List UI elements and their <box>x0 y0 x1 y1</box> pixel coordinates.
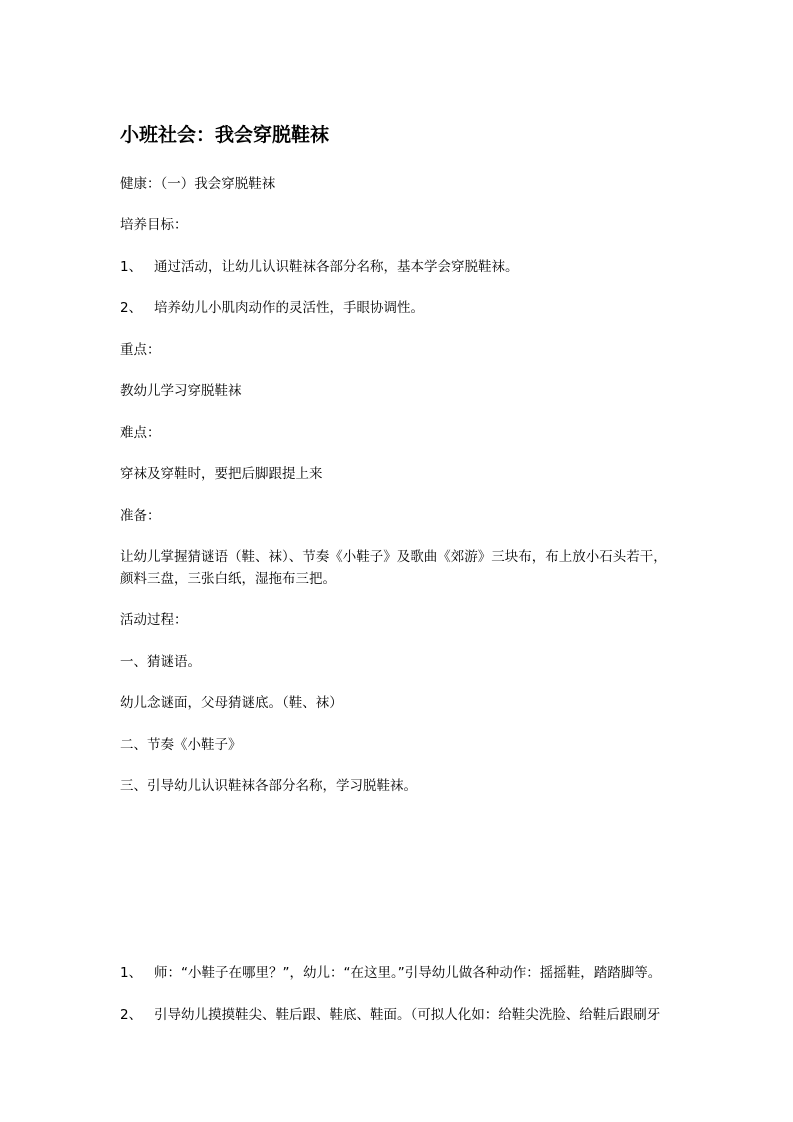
prep-line-2: 颜料三盘，三张白纸，湿拖布三把。 <box>120 571 336 587</box>
sub-item-text: 引导幼儿摸摸鞋尖、鞋后跟、鞋底、鞋面。（可拟人化如：给鞋尖洗脸、给鞋后跟刷牙 <box>154 1007 661 1023</box>
sub-item-text: 师：“小鞋子在哪里？”，幼儿：“在这里。”引导幼儿做各种动作：摇摇鞋，踏踏脚等。 <box>154 965 662 981</box>
key-text: 教幼儿学习穿脱鞋袜 <box>120 383 242 399</box>
step-2: 二、节奏《小鞋子》 <box>120 737 242 753</box>
subtitle: 健康：（一）我会穿脱鞋袜 <box>120 176 276 192</box>
goal-item-1 <box>120 257 519 277</box>
step-3: 三、引导幼儿认识鞋袜各部分名称，学习脱鞋袜。 <box>120 778 417 794</box>
goal-text: 培养幼儿小肌肉动作的灵活性，手眼协调性。 <box>154 300 424 316</box>
step-1: 一、猜谜语。 <box>120 654 201 670</box>
key-heading: 重点： <box>120 342 161 358</box>
sub-item-number: 2、 <box>120 1007 143 1023</box>
goal-item-2 <box>120 298 424 318</box>
difficulty-text: 穿袜及穿鞋时，要把后脚跟提上来 <box>120 466 323 482</box>
prep-line-1: 让幼儿掌握猜谜语（鞋、袜）、节奏《小鞋子》及歌曲《郊游》三块布，布上放小石头若干， <box>120 549 667 565</box>
goal-number: 2、 <box>120 300 143 316</box>
process-heading: 活动过程： <box>120 612 188 628</box>
sub-item-1 <box>120 963 661 983</box>
sub-item-number: 1、 <box>120 965 143 981</box>
document-title: 小班社会：我会穿脱鞋袜 <box>120 124 330 146</box>
prep-heading: 准备： <box>120 508 161 524</box>
goals-heading: 培养目标： <box>120 217 188 233</box>
difficulty-heading: 难点： <box>120 425 161 441</box>
sub-item-2 <box>120 1005 660 1025</box>
step-1-detail: 幼儿念谜面，父母猜谜底。（鞋、袜） <box>120 695 343 711</box>
goal-text: 通过活动，让幼儿认识鞋袜各部分名称，基本学会穿脱鞋袜。 <box>154 259 519 275</box>
goal-number: 1、 <box>120 259 143 275</box>
